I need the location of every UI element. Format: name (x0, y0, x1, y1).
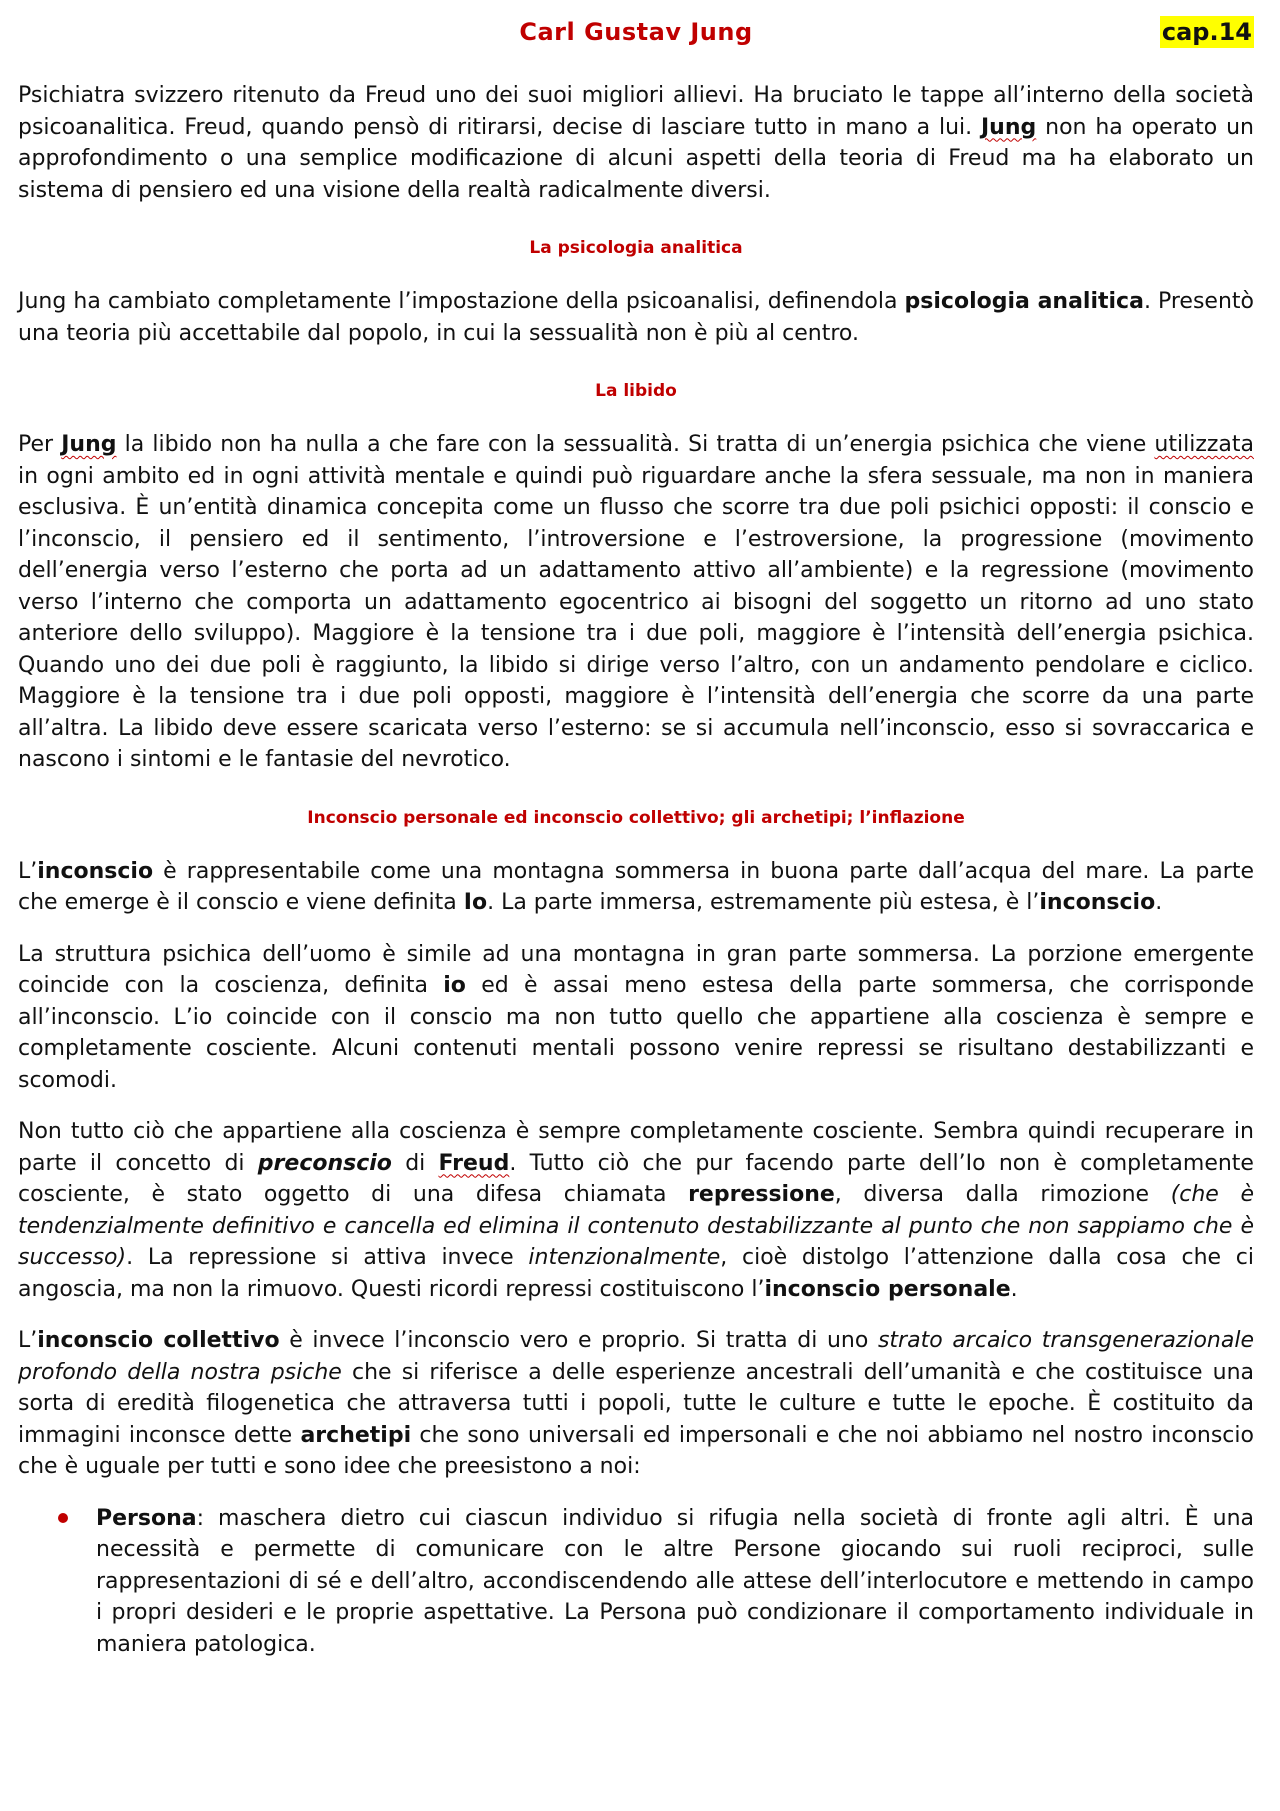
section-heading-libido: La libido (595, 381, 677, 401)
bold-term: Persona (96, 1505, 197, 1531)
text-run: . Tutto ciò che pur facendo parte dell’Io non è completamente cosciente, è stato oggetto di una difesa chiamata (18, 1150, 1254, 1207)
page-title: Carl Gustav Jung (519, 18, 753, 46)
text-run: Per (18, 432, 62, 457)
text-run: , cioè distolgo l’attenzione dalla cosa che ci angoscia, ma non la rimuovo. Questi ricordi repressi costituiscono l’ (18, 1245, 1254, 1302)
bold-term: inconscio (1039, 890, 1156, 915)
freud-word: Freud (438, 1150, 510, 1176)
text-run: non ha operato un approfondimento o una semplice modificazione di alcuni aspetti della teoria di Freud ma ha elaborato un sistema di pensiero ed una visione della realtà radicalmente diversi. (18, 114, 1254, 203)
archetypes-list (18, 1503, 1254, 1661)
text-run: : maschera dietro cui ciascun individuo si rifugia nella società di fronte agli altri. È una necessità e permette di comunicare con le altre Persone giocando sui ruoli reciproci, sulle rappresentazioni di sé e dell’altro, accondiscendendo alle attese dell’interlocutore e mettendo in campo i propri desideri e le proprie aspettative. La Persona può condizionare il comportamento individuale in maniera patologica. (96, 1505, 1254, 1657)
italic-text: strato arcaico transgenerazionale profondo della nostra psiche (18, 1328, 1254, 1385)
text-run: . La parte immersa, estremamente più estesa, è l’ (487, 890, 1040, 915)
flagged-word: utilizzata (1154, 432, 1254, 457)
document-page (18, 12, 1254, 1660)
list-item-text (96, 1503, 1254, 1661)
bold-italic-term: preconscio (257, 1150, 392, 1176)
section-heading-psicologia-analitica: La psicologia analitica (529, 238, 743, 258)
text-run: La struttura psichica dell’uomo è simile ad una montagna in gran parte sommersa. La porzione emergente coincide con la coscienza, definita (18, 941, 1254, 998)
text-run: Jung ha cambiato completamente l’impostazione della psicoanalisi, definendola (18, 289, 905, 314)
text-run: ed è assai meno estesa della parte sommersa, che corrisponde all’inconscio. L’io coincide con il conscio ma non tutto quello che appartiene alla coscienza è sempre e completamente cosciente. Alcuni contenuti mentali possono venire repressi se risultano destabilizzanti e scomodi. (18, 973, 1255, 1093)
bold-term: archetipi (300, 1422, 412, 1448)
text-run: Non tutto ciò che appartiene alla coscienza è sempre completamente cosciente. Sembra quindi recuperare in parte il concetto di (18, 1119, 1254, 1176)
text-run: di (391, 1150, 439, 1176)
text-run: Psichiatra svizzero ritenuto da Freud uno dei suoi migliori allievi. Ha bruciato le tappe all’interno della società psicoanalitica. Freud, quando pensò di ritirarsi, decise di lasciare tutto in mano a lui. (18, 83, 1254, 140)
title-row (18, 12, 1254, 52)
text-run: che sono universali ed impersonali e che noi abbiamo nel nostro inconscio che è uguale per tutti e sono idee che preesistono a noi: (18, 1422, 1254, 1479)
italic-text: intenzionalmente (528, 1245, 721, 1270)
jung-word: Jung (61, 432, 117, 457)
text-run: L’ (18, 858, 38, 884)
text-run: . (1155, 890, 1163, 915)
bold-term: inconscio (37, 858, 154, 884)
list-item (18, 1503, 1254, 1661)
text-run: . La repressione si attiva invece (126, 1245, 529, 1270)
text-run: . (1010, 1276, 1018, 1302)
inconscio-paragraph-3 (18, 1116, 1254, 1305)
text-run: è invece l’inconscio vero e proprio. Si tratta di uno (279, 1328, 878, 1353)
inconscio-paragraph-4 (18, 1325, 1254, 1483)
text-run: , diversa dalla rimozione (834, 1182, 1171, 1207)
section-heading-inconscio: Inconscio personale ed inconscio collettivo; gli archetipi; l’inflazione (307, 807, 965, 828)
text-run: che si riferisce a delle esperienze ancestrali dell’umanità e che costituisce una sorta di eredità filogenetica che attraversa tutti i popoli, tutte le culture e tutte le epoche. È costituito da immagini inconsce dette (18, 1359, 1255, 1448)
jung-word: Jung (981, 114, 1037, 140)
text-run: in ogni ambito ed in ogni attività mentale e quindi può riguardare anche la sfera sessuale, ma non in maniera esclusiva. È un’entità dinamica concepita come un flusso che scorre tra due poli psichici opposti: il conscio e l’inconscio, il pensiero ed il sentimento, l’introversione e l’estroversione, la progressione (movimento dell’energia verso l’esterno che porta ad un adattamento attivo all’ambiente) e la regressione (movimento verso l’interno che comporta un adattamento egocentrico ai bisogni del soggetto un ritorno ad uno stato anteriore dello sviluppo). Maggiore è la tensione tra i due poli, maggiore è l’intensità dell’energia psichica. Quando uno dei due poli è raggiunto, la libido si dirige verso l’altro, con un andamento pendolare e ciclico. Maggiore è la tensione tra i due poli opposti, maggiore è l’intensità dell’energia che scorre da una parte all’altra. La libido deve essere scaricata verso l’esterno: se si accumula nell’inconscio, esso si sovraccarica e nascono i sintomi e le fantasie del nevrotico. (18, 463, 1254, 772)
inconscio-paragraph-1 (18, 856, 1254, 919)
inconscio-paragraph-2 (18, 939, 1254, 1097)
bold-term: repressione (688, 1182, 835, 1207)
text-run: L’ (18, 1328, 38, 1353)
bold-term: io (443, 973, 466, 998)
text-run: è rappresentabile come una montagna sommersa in buona parte dall’acqua del mare. La parte che emerge è il conscio e viene definita (18, 858, 1254, 915)
italic-text: (che è tendenzialmente definitivo e cancella ed elimina il contenuto destabilizzante al punto che non sappiamo che è successo) (18, 1182, 1255, 1270)
chapter-badge: cap.14 (1161, 18, 1252, 46)
text-run: la libido non ha nulla a che fare con la sessualità. Si tratta di un’energia psichica che viene (116, 432, 1155, 457)
intro-paragraph (18, 80, 1254, 206)
bold-term: Io (463, 890, 488, 915)
bold-term: inconscio collettivo (37, 1328, 280, 1353)
psicologia-analitica-paragraph (18, 286, 1254, 349)
bullet-icon (58, 1513, 68, 1523)
bold-term: inconscio personale (764, 1276, 1011, 1302)
text-run: . Presentò una teoria più accettabile dal popolo, in cui la sessualità non è più al centro. (18, 289, 1254, 346)
bold-term: psicologia analitica (904, 289, 1144, 314)
libido-paragraph (18, 429, 1254, 776)
